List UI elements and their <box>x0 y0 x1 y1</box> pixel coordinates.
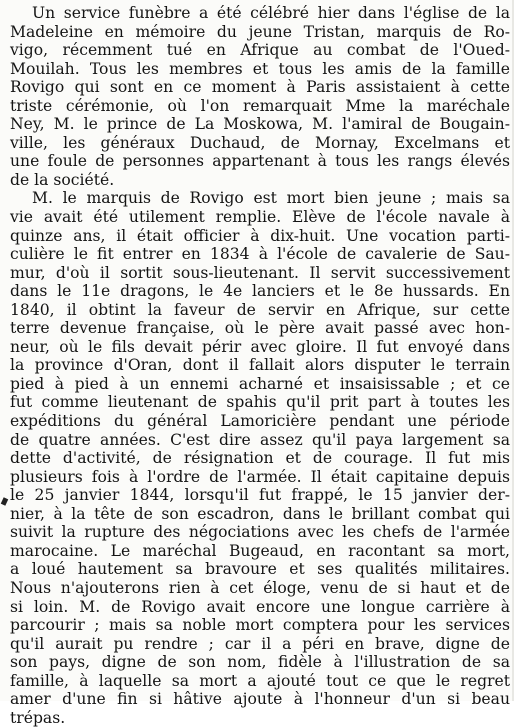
article-line: qu'il aurait pu rendre ; car il a péri en brave, digne de <box>10 634 510 653</box>
article-line: ville, les généraux Duchaud, de Mornay, Excelmans et <box>10 133 510 152</box>
article-line: parcourir ; mais sa noble mort comptera pour les services <box>10 616 510 635</box>
article-line: dans le 11e dragons, le 4e lanciers et le 8e hussards. En <box>10 282 510 301</box>
article-line: de quatre années. C'est dire assez qu'il paya largement sa <box>10 430 510 449</box>
article-line: dette d'activité, de résignation et de courage. Il fut mis <box>10 449 510 468</box>
article-line: le 25 janvier 1844, lorsqu'il fut frappé, le 15 janvier der- <box>10 486 510 505</box>
article-line: pied à pied à un ennemi acharné et insaisissable ; et ce <box>10 374 510 393</box>
article-line: plusieurs fois à l'ordre de l'armée. Il était capitaine depuis <box>10 467 510 486</box>
article-line: fut comme lieutenant de spahis qu'il prit part à toutes les <box>10 393 510 412</box>
article-line: vigo, récemment tué en Afrique au combat de l'Oued- <box>10 41 510 60</box>
article-line: si loin. M. de Rovigo avait encore une longue carrière à <box>10 597 510 616</box>
article-line: vie avait été utilement remplie. Elève de l'école navale à <box>10 208 510 227</box>
article-line: triste cérémonie, où l'on remarquait Mme la maréchale <box>10 96 510 115</box>
margin-ink-mark <box>1 497 8 505</box>
article-line: amer d'une fin si hâtive ajoute à l'honneur d'un si beau <box>10 690 510 709</box>
article-line: a loué hautement sa bravoure et ses qualités militaires. <box>10 560 510 579</box>
article-line: Nous n'ajouterons rien à cet éloge, venu de si haut et de <box>10 578 510 597</box>
article-line: culière le fit entrer en 1834 à l'école de cavalerie de Sau- <box>10 245 510 264</box>
article-line: quinze ans, il était officier à dix-huit. Une vocation parti- <box>10 226 510 245</box>
article-line: Madeleine en mémoire du jeune Tristan, marquis de Ro- <box>10 22 510 41</box>
article-line: la province d'Oran, dont il fallait alors disputer le terrain <box>10 356 510 375</box>
article-line: trépas. <box>10 708 66 727</box>
article-line: expéditions du général Lamoricière pendant une période <box>10 412 510 431</box>
article-line: mur, d'où il sortit sous-lieutenant. Il servit successivement <box>10 263 510 282</box>
article-line: son pays, digne de son nom, fidèle à l'illustration de sa <box>10 653 510 672</box>
article-line: Rovigo qui sont en ce moment à Paris assistaient à cette <box>10 78 510 97</box>
article-line: une foule de personnes appartenant à tous les rangs élevés <box>10 152 510 171</box>
article-line: 1840, il obtint la faveur de servir en Afrique, sur cette <box>10 300 510 319</box>
article-line: famille, à laquelle sa mort a ajouté tout ce que le regret <box>10 671 510 690</box>
article-line: Mouilah. Tous les membres et tous les amis de la famille <box>10 59 510 78</box>
article-line: neur, où le fils devait périr avec gloire. Il fut envoyé dans <box>10 337 510 356</box>
article-line: nier, à la tête de son escadron, dans le brillant combat qui <box>10 504 510 523</box>
article-line: M. le marquis de Rovigo est mort bien jeune ; mais sa <box>32 189 510 208</box>
article-line: de la société. <box>10 170 115 189</box>
article-line: marocaine. Le maréchal Bugeaud, en racontant sa mort, <box>10 541 510 560</box>
article-line: terre devenue française, où le père avait passé avec hon- <box>10 319 510 338</box>
article-line: suivit la rupture des négociations avec les chefs de l'armée <box>10 523 510 542</box>
article-column <box>10 4 510 727</box>
article-line: Ney, M. le prince de La Moskowa, M. l'amiral de Bougain- <box>10 115 510 134</box>
article-line: Un service funèbre a été célébré hier dans l'église de la <box>32 4 510 22</box>
